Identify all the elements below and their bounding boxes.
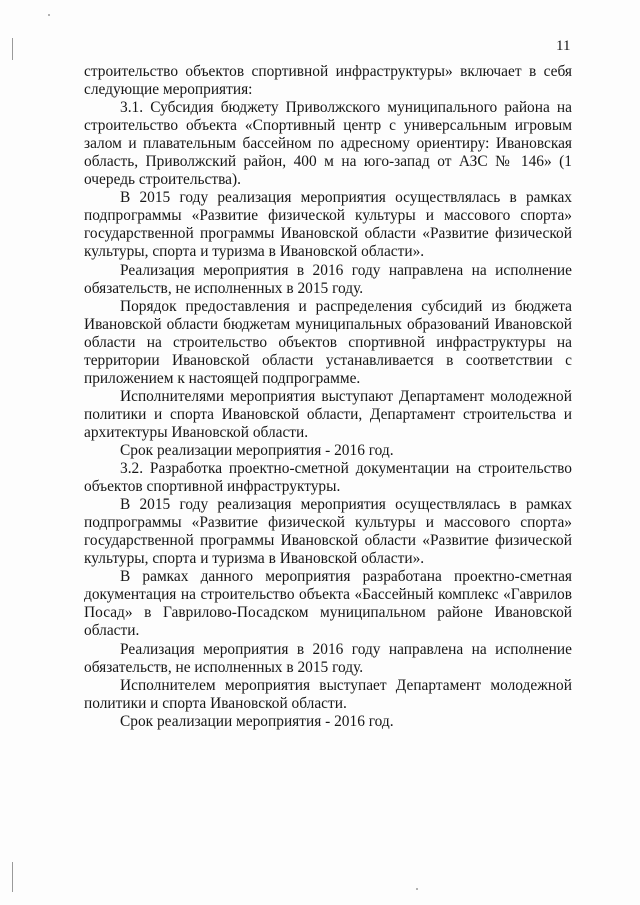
paragraph-deadline: Срок реализации мероприятия - 2016 год. bbox=[120, 712, 394, 730]
scan-edge-mark bbox=[12, 862, 13, 892]
paragraph: В 2015 году реализация мероприятия осуществлялась в рамках подпрограммы «Развитие физической культуры и массового спорта» государственной программы Ивановской области «Развитие физической культуры, спорта и туризма в Ивановской области». bbox=[84, 189, 572, 261]
paragraph-3-2-heading: 3.2. Разработка проектно-сметной документации на строительство объектов спортивной инфраструктуры. bbox=[84, 460, 572, 496]
document-body bbox=[84, 63, 572, 731]
paragraph-continuation: строительство объектов спортивной инфраструктуры» включает в себя следующие мероприятия: bbox=[84, 63, 572, 99]
paragraph: Исполнителями мероприятия выступают Департамент молодежной политики и спорта Ивановской области, Департамент строительства и архитектуры Ивановской области. bbox=[84, 387, 572, 441]
paragraph: В рамках данного мероприятия разработана проектно-сметная документация на строительство объекта «Бассейный комплекс «Гаврилов Посад» в Гаврилово-Посадском муниципальном районе Ивановской области. bbox=[84, 568, 572, 640]
paragraph: Исполнителем мероприятия выступает Департамент молодежной политики и спорта Ивановской области. bbox=[84, 676, 572, 712]
scan-edge-mark bbox=[12, 38, 13, 60]
paragraph: В 2015 году реализация мероприятия осуществлялась в рамках подпрограммы «Развитие физической культуры и массового спорта» государственной программы Ивановской области «Развитие физической культуры, спорта и туризма в Ивановской области». bbox=[84, 496, 572, 568]
paragraph: Порядок предоставления и распределения субсидий из бюджета Ивановской области бюджетам муниципальных образований Ивановской области на строительство объектов спортивной инфраструктуры на территории Ивановской области устанавливается в соответствии с приложением к настоящей подпрограмме. bbox=[84, 297, 572, 387]
page-number: 11 bbox=[556, 38, 571, 54]
scan-dust-mark bbox=[416, 888, 418, 890]
scan-dust-mark bbox=[48, 14, 50, 16]
paragraph-3-1-heading: 3.1. Субсидия бюджету Приволжского муниципального района на строительство объекта «Спортивный центр с универсальным игровым залом и плавательным бассейном по адресному ориентиру: Ивановская область, Приволжский район, 400 м на юго-запад от АЗС № 146» (1 очередь строительства). bbox=[84, 99, 572, 189]
paragraph-deadline: Срок реализации мероприятия - 2016 год. bbox=[120, 441, 394, 459]
paragraph: Реализация мероприятия в 2016 году направлена на исполнение обязательств, не исполненных в 2015 году. bbox=[84, 261, 572, 297]
paragraph: Реализация мероприятия в 2016 году направлена на исполнение обязательств, не исполненных в 2015 году. bbox=[84, 640, 572, 676]
